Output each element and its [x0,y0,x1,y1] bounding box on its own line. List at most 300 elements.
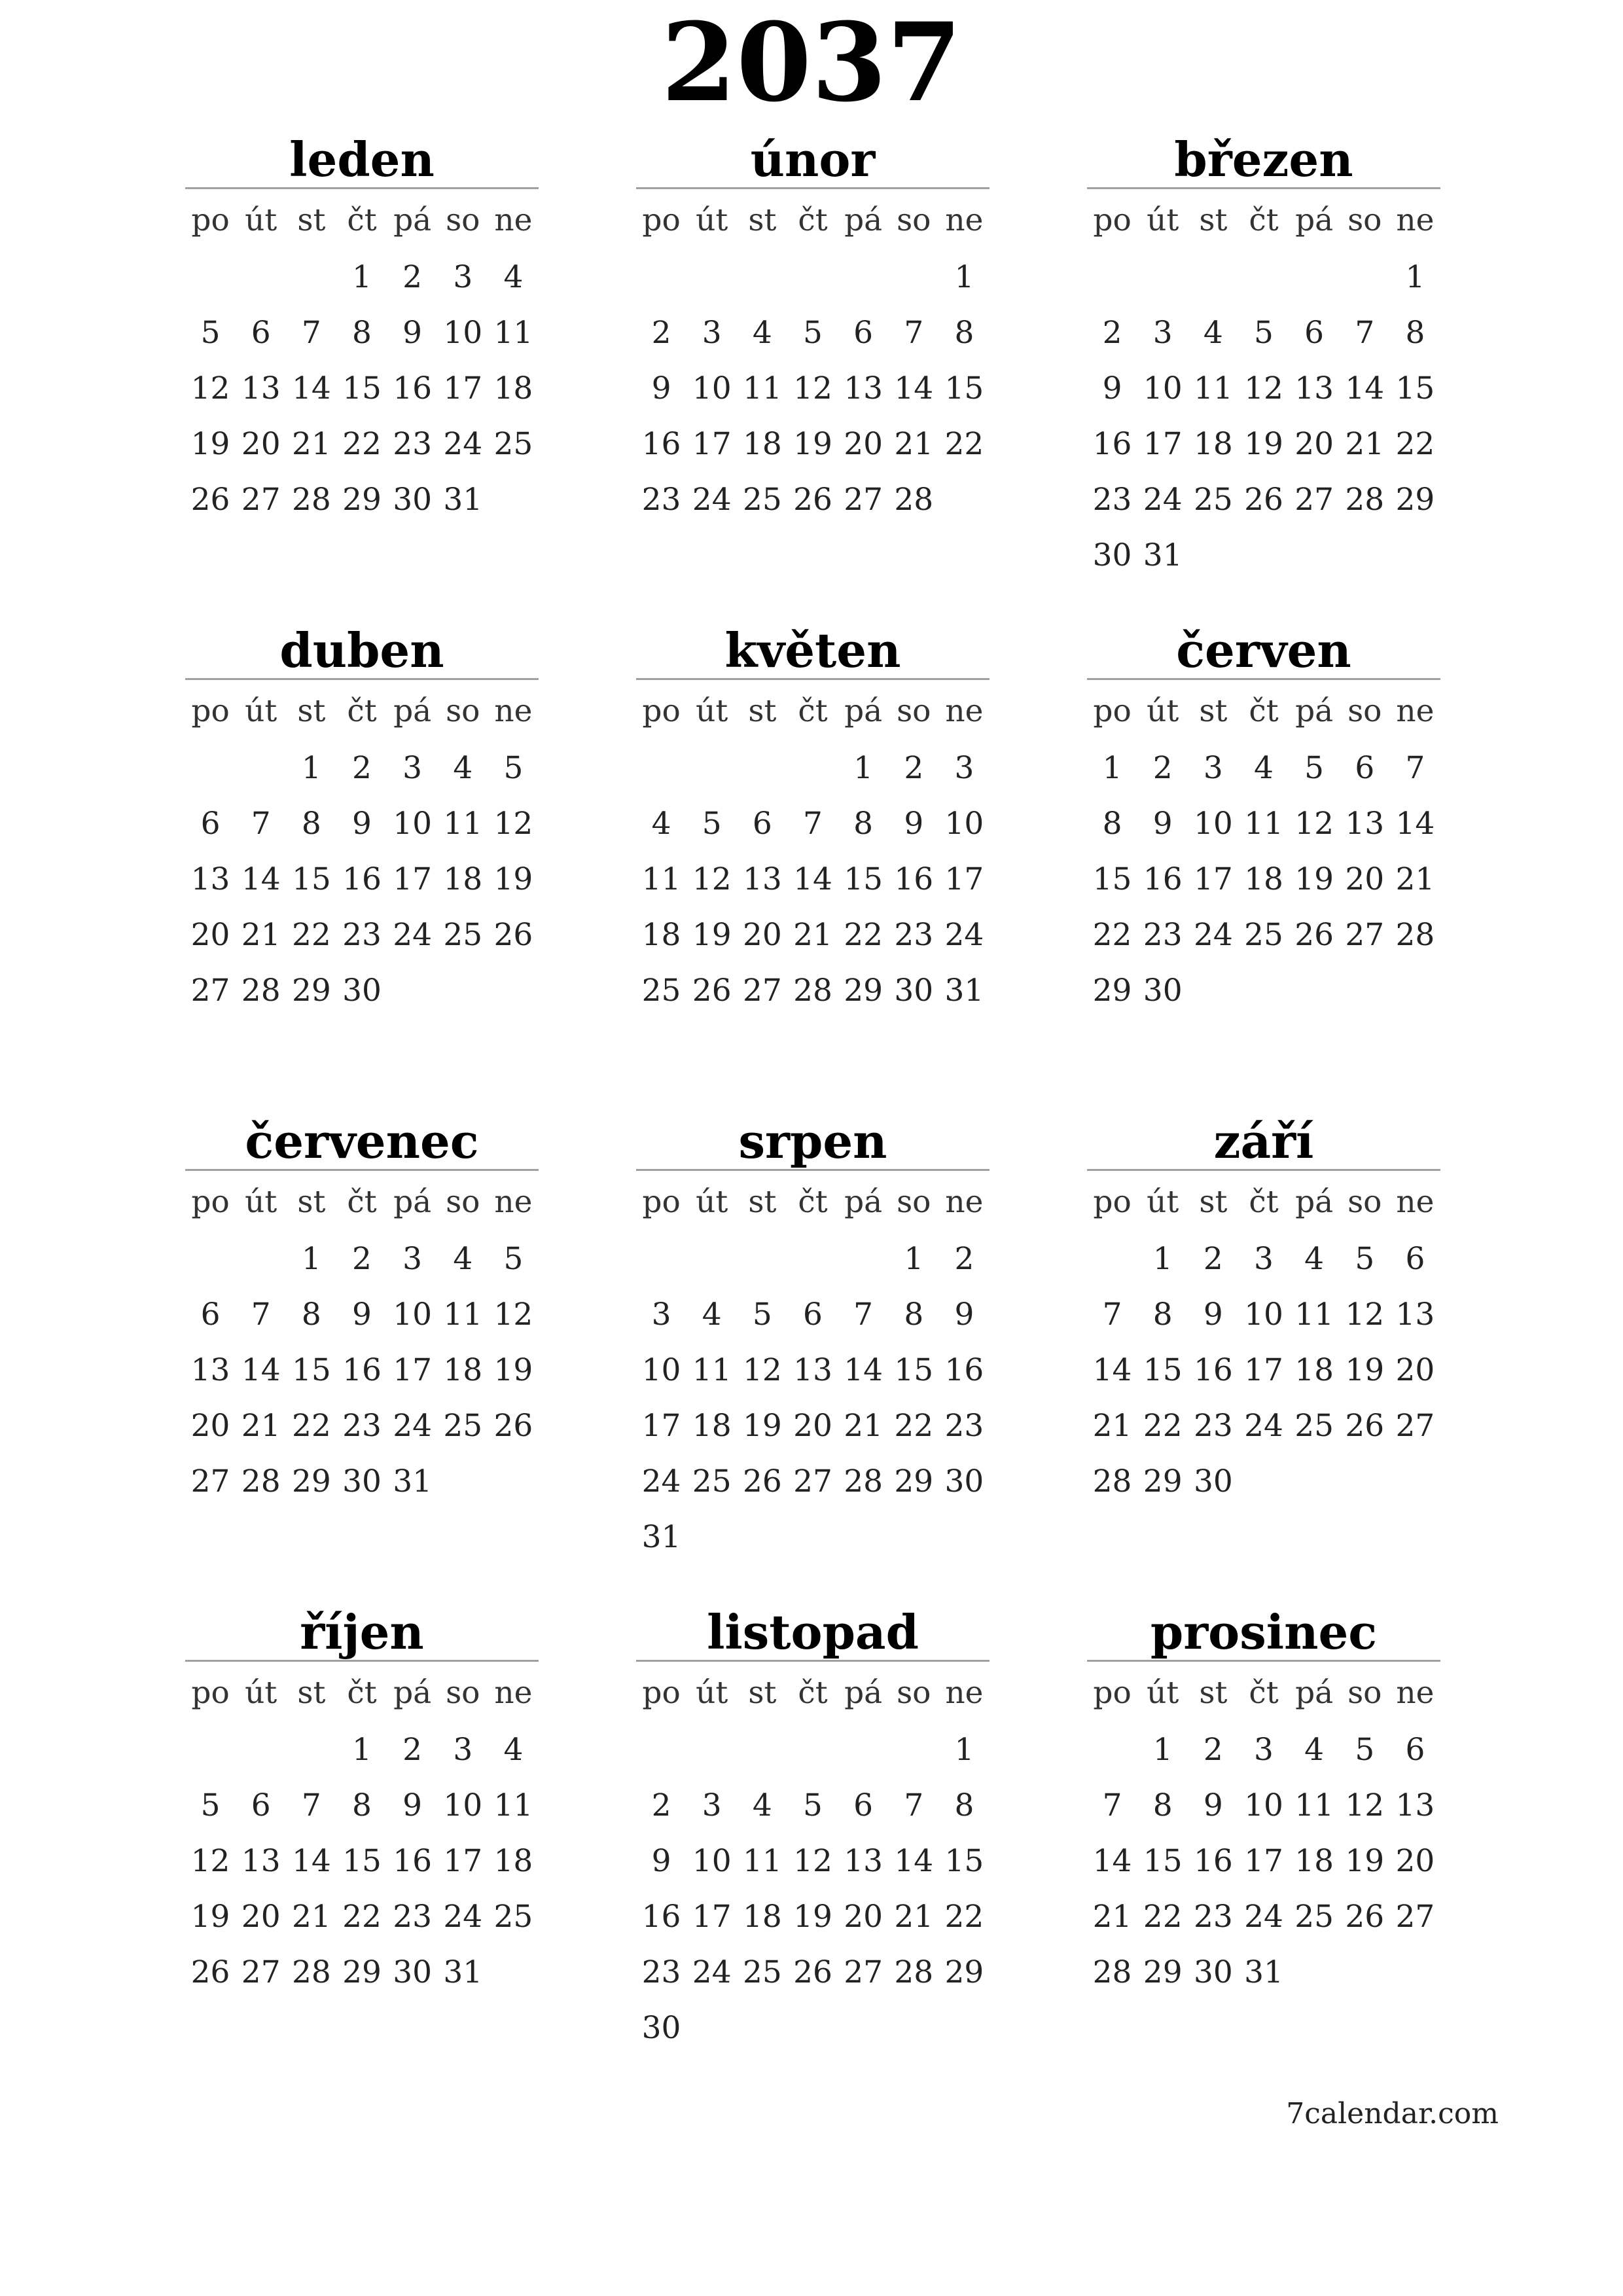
day-cell: 9 [1152,806,1173,842]
empty-cell [1238,963,1289,1018]
weekday-label: ne [1396,1675,1435,1711]
day-cell: 8 [1152,1297,1173,1333]
day-cell: 8 [301,806,321,842]
day-cell: 18 [1193,426,1233,462]
day-cell: 7 [251,806,271,842]
month-8 [636,1106,990,1577]
day-cell: 12 [493,1297,533,1333]
day-cell: 2 [904,750,924,786]
day-cell: 20 [793,1408,832,1444]
day-cell: 24 [944,917,984,953]
day-cell: 14 [241,861,281,897]
weekday-label: pá [393,1675,432,1711]
day-cell: 11 [1294,1787,1334,1823]
day-cell: 14 [291,1843,331,1879]
day-cell: 26 [1345,1408,1385,1444]
month-divider [185,1660,539,1662]
empty-cell [236,1722,286,1778]
day-cell: 10 [1244,1787,1283,1823]
month-title: březen [1174,132,1353,187]
day-cell: 23 [641,1954,681,1990]
weekday-label: so [897,693,931,729]
day-cell: 1 [954,1732,974,1768]
weekday-label: pá [393,202,432,238]
weekday-label: so [446,1675,480,1711]
empty-cell [1390,963,1440,1018]
day-cell: 16 [393,1843,433,1879]
day-cell: 28 [291,482,331,518]
day-cell: 28 [844,1463,883,1499]
day-cell: 13 [190,861,230,897]
day-cell: 12 [493,806,533,842]
month-5 [636,615,990,1086]
day-cell: 13 [241,1843,281,1879]
week-row [185,1722,539,1778]
empty-cell [838,1509,889,1565]
empty-cell [438,963,488,1018]
day-cell: 19 [1294,861,1334,897]
day-cell: 6 [1405,1241,1425,1277]
week-row [1087,249,1440,305]
day-cell: 19 [692,917,732,953]
day-cell: 31 [641,1519,681,1555]
day-cell: 16 [641,426,681,462]
day-cell: 4 [1304,1241,1325,1277]
day-cell: 17 [1193,861,1233,897]
week-row [636,305,990,361]
day-cell: 5 [1355,1732,1375,1768]
weekday-label: st [748,202,777,238]
day-cell: 31 [443,1954,483,1990]
day-cell: 3 [1203,750,1223,786]
weekday-label: st [297,1184,326,1220]
weekday-label: út [245,1184,277,1220]
weekday-label: so [897,202,931,238]
day-cell: 21 [793,917,832,953]
week-row [185,1231,539,1287]
weekday-label: pá [844,1675,883,1711]
day-cell: 29 [1395,482,1435,518]
empty-cell [286,249,336,305]
weekday-label: čt [1249,202,1279,238]
empty-cell [438,1454,488,1509]
day-cell: 30 [1193,1463,1233,1499]
month-title: září [1213,1113,1314,1169]
day-cell: 1 [1152,1241,1173,1277]
day-cell: 3 [702,315,722,351]
day-cell: 16 [1143,861,1183,897]
day-cell: 25 [493,426,533,462]
day-cell: 12 [1345,1297,1385,1333]
day-cell: 18 [692,1408,732,1444]
week-row [636,1287,990,1342]
day-cell: 18 [1294,1843,1334,1879]
day-cell: 3 [651,1297,671,1333]
day-cell: 5 [503,1241,524,1277]
day-cell: 14 [894,370,934,406]
day-cell: 31 [393,1463,433,1499]
day-cell: 27 [844,1954,883,1990]
weekday-label: čt [347,693,377,729]
empty-cell [387,963,438,1018]
weekday-label: po [1093,202,1132,238]
week-row [636,740,990,796]
empty-cell [838,249,889,305]
day-cell: 7 [904,1787,924,1823]
week-row [636,907,990,963]
day-cell: 25 [1244,917,1283,953]
day-cell: 1 [352,1732,372,1768]
month-divider [636,187,990,189]
empty-cell [787,1509,838,1565]
day-cell: 28 [291,1954,331,1990]
day-cell: 13 [793,1352,832,1388]
day-cell: 7 [803,806,823,842]
day-cell: 5 [803,1787,823,1823]
day-cell: 25 [443,917,483,953]
day-cell: 2 [1102,315,1122,351]
day-cell: 20 [190,1408,230,1444]
month-title: červen [1176,622,1351,678]
day-cell: 23 [1092,482,1132,518]
weekday-label: ne [945,202,984,238]
empty-cell [1289,1945,1340,2000]
weekday-label: út [245,202,277,238]
weekday-label: čt [798,1184,828,1220]
day-cell: 22 [1395,426,1435,462]
day-cell: 19 [1345,1843,1385,1879]
day-cell: 26 [742,1463,782,1499]
empty-cell [1188,249,1238,305]
day-cell: 22 [944,1899,984,1935]
empty-cell [1340,528,1390,583]
day-cell: 27 [1395,1899,1435,1935]
empty-cell [1289,1454,1340,1509]
week-row [636,416,990,472]
month-title: listopad [707,1604,919,1660]
week-row [636,852,990,907]
day-cell: 22 [342,1899,382,1935]
weekday-header [185,1664,539,1722]
empty-cell [838,1231,889,1287]
day-cell: 8 [904,1297,924,1333]
day-cell: 18 [443,861,483,897]
day-cell: 18 [1294,1352,1334,1388]
day-cell: 29 [291,1463,331,1499]
day-cell: 10 [1244,1297,1283,1333]
week-row [1087,963,1440,1018]
empty-cell [889,1509,939,1565]
day-cell: 9 [402,1787,423,1823]
day-cell: 13 [1395,1297,1435,1333]
day-cell: 30 [1092,537,1132,573]
day-cell: 2 [1152,750,1173,786]
day-cell: 3 [1254,1732,1274,1768]
day-cell: 8 [1102,806,1122,842]
day-cell: 15 [894,1352,934,1388]
week-row [1087,1778,1440,1833]
day-cell: 27 [742,973,782,1009]
day-cell: 18 [1244,861,1283,897]
day-cell: 10 [443,315,483,351]
day-cell: 2 [651,315,671,351]
day-cell: 23 [342,917,382,953]
weekday-label: so [897,1675,931,1711]
weekday-label: út [696,1184,728,1220]
day-cell: 19 [493,861,533,897]
empty-cell [787,1722,838,1778]
week-row [1087,796,1440,852]
day-cell: 2 [651,1787,671,1823]
empty-cell [687,1722,737,1778]
day-cell: 10 [443,1787,483,1823]
month-12 [1087,1597,1440,2068]
day-cell: 20 [241,1899,281,1935]
day-cell: 10 [692,1843,732,1879]
day-cell: 5 [702,806,722,842]
day-cell: 9 [352,1297,372,1333]
empty-cell [1340,963,1390,1018]
day-cell: 3 [402,750,423,786]
day-cell: 8 [1405,315,1425,351]
week-row [185,361,539,416]
day-cell: 28 [1092,1463,1132,1499]
weekday-label: ne [1396,202,1435,238]
week-row [185,907,539,963]
day-cell: 28 [894,1954,934,1990]
day-cell: 29 [1092,973,1132,1009]
empty-cell [737,249,787,305]
weekday-label: po [642,693,681,729]
day-cell: 27 [793,1463,832,1499]
empty-cell [939,472,990,528]
day-cell: 13 [190,1352,230,1388]
day-cell: 2 [954,1241,974,1277]
empty-cell [1188,963,1238,1018]
day-cell: 23 [342,1408,382,1444]
empty-cell [939,2000,990,2056]
weekday-label: pá [1295,1184,1334,1220]
day-cell: 15 [1092,861,1132,897]
day-cell: 11 [443,806,483,842]
weekday-header [636,1664,990,1722]
week-row [636,2000,990,2056]
weekday-label: po [191,1184,230,1220]
day-cell: 13 [241,370,281,406]
week-row [636,1398,990,1454]
day-cell: 4 [503,259,524,295]
day-cell: 11 [692,1352,732,1388]
day-cell: 16 [342,861,382,897]
empty-cell [286,1722,336,1778]
weekday-label: út [1147,1184,1179,1220]
day-cell: 9 [954,1297,974,1333]
day-cell: 17 [641,1408,681,1444]
day-cell: 12 [190,1843,230,1879]
day-cell: 16 [641,1899,681,1935]
weekday-label: st [748,1675,777,1711]
day-cell: 22 [291,1408,331,1444]
day-cell: 12 [1294,806,1334,842]
month-4 [185,615,539,1086]
day-cell: 21 [1395,861,1435,897]
day-cell: 8 [352,1787,372,1823]
day-cell: 5 [200,315,221,351]
weekday-label: čt [1249,1675,1279,1711]
month-1 [185,124,539,596]
day-cell: 26 [493,917,533,953]
day-cell: 25 [641,973,681,1009]
weekday-label: pá [1295,202,1334,238]
day-cell: 1 [954,259,974,295]
day-cell: 26 [1345,1899,1385,1935]
month-divider [636,1169,990,1171]
weekday-label: ne [1396,693,1435,729]
day-cell: 24 [1244,1408,1283,1444]
day-cell: 10 [1143,370,1183,406]
day-cell: 17 [443,1843,483,1879]
day-cell: 27 [1294,482,1334,518]
day-cell: 17 [1143,426,1183,462]
empty-cell [636,1231,687,1287]
day-cell: 19 [1345,1352,1385,1388]
empty-cell [185,1231,236,1287]
weekday-label: po [642,1184,681,1220]
day-cell: 7 [301,315,321,351]
weekday-header [185,192,539,249]
day-cell: 4 [453,750,473,786]
day-cell: 30 [342,973,382,1009]
weekday-label: po [191,693,230,729]
weekday-label: út [245,1675,277,1711]
day-cell: 21 [894,426,934,462]
weekday-label: st [1199,1184,1228,1220]
day-cell: 30 [393,1954,433,1990]
day-cell: 28 [241,973,281,1009]
empty-cell [787,249,838,305]
day-cell: 24 [443,1899,483,1935]
day-cell: 21 [894,1899,934,1935]
day-cell: 3 [1254,1241,1274,1277]
day-cell: 4 [752,315,772,351]
week-row [636,1945,990,2000]
day-cell: 12 [692,861,732,897]
day-cell: 9 [352,806,372,842]
week-row [636,1833,990,1889]
empty-cell [939,1509,990,1565]
day-cell: 3 [1152,315,1173,351]
day-cell: 14 [894,1843,934,1879]
weekday-label: so [897,1184,931,1220]
day-cell: 15 [342,370,382,406]
day-cell: 4 [503,1732,524,1768]
day-cell: 4 [453,1241,473,1277]
day-cell: 22 [1143,1899,1183,1935]
day-cell: 25 [1294,1408,1334,1444]
empty-cell [687,740,737,796]
weekday-label: ne [494,202,533,238]
week-row [1087,1889,1440,1945]
day-cell: 17 [944,861,984,897]
day-cell: 29 [844,973,883,1009]
day-cell: 12 [1345,1787,1385,1823]
day-cell: 6 [1355,750,1375,786]
weekday-label: pá [1295,1675,1334,1711]
day-cell: 27 [241,1954,281,1990]
day-cell: 30 [1193,1954,1233,1990]
day-cell: 14 [1395,806,1435,842]
week-row [1087,1454,1440,1509]
day-cell: 19 [190,426,230,462]
month-title: únor [750,132,876,187]
day-cell: 30 [1143,973,1183,1009]
week-row [185,1398,539,1454]
day-cell: 19 [793,1899,832,1935]
weekday-header [185,1174,539,1231]
day-cell: 16 [342,1352,382,1388]
weekday-label: ne [494,1675,533,1711]
empty-cell [838,1722,889,1778]
day-cell: 27 [844,482,883,518]
empty-cell [787,740,838,796]
weekday-header [1087,192,1440,249]
weekday-label: so [1347,1675,1382,1711]
week-row [185,1342,539,1398]
day-cell: 1 [301,750,321,786]
month-2 [636,124,990,596]
empty-cell [488,963,539,1018]
day-cell: 6 [853,315,874,351]
day-cell: 14 [1092,1843,1132,1879]
day-cell: 18 [493,1843,533,1879]
week-row [185,472,539,528]
week-row [636,1778,990,1833]
day-cell: 28 [1395,917,1435,953]
weekday-label: ne [945,1675,984,1711]
day-cell: 28 [1345,482,1385,518]
day-cell: 25 [692,1463,732,1499]
day-cell: 11 [493,315,533,351]
day-cell: 18 [443,1352,483,1388]
day-cell: 17 [692,1899,732,1935]
week-row [185,1778,539,1833]
month-divider [636,1660,990,1662]
day-cell: 17 [393,1352,433,1388]
weekday-label: pá [393,1184,432,1220]
week-row [185,305,539,361]
week-row [1087,1722,1440,1778]
day-cell: 23 [393,1899,433,1935]
day-cell: 22 [894,1408,934,1444]
weekday-label: st [297,202,326,238]
day-cell: 31 [443,482,483,518]
day-cell: 20 [742,917,782,953]
day-cell: 30 [894,973,934,1009]
day-cell: 24 [692,482,732,518]
weekday-label: čt [1249,1184,1279,1220]
weekday-label: ne [1396,1184,1435,1220]
day-cell: 8 [301,1297,321,1333]
day-cell: 25 [1193,482,1233,518]
day-cell: 29 [291,973,331,1009]
weekday-label: so [446,693,480,729]
weekday-label: st [297,693,326,729]
month-title: prosinec [1150,1604,1378,1660]
day-cell: 19 [190,1899,230,1935]
day-cell: 24 [641,1463,681,1499]
day-cell: 26 [793,1954,832,1990]
day-cell: 14 [1345,370,1385,406]
